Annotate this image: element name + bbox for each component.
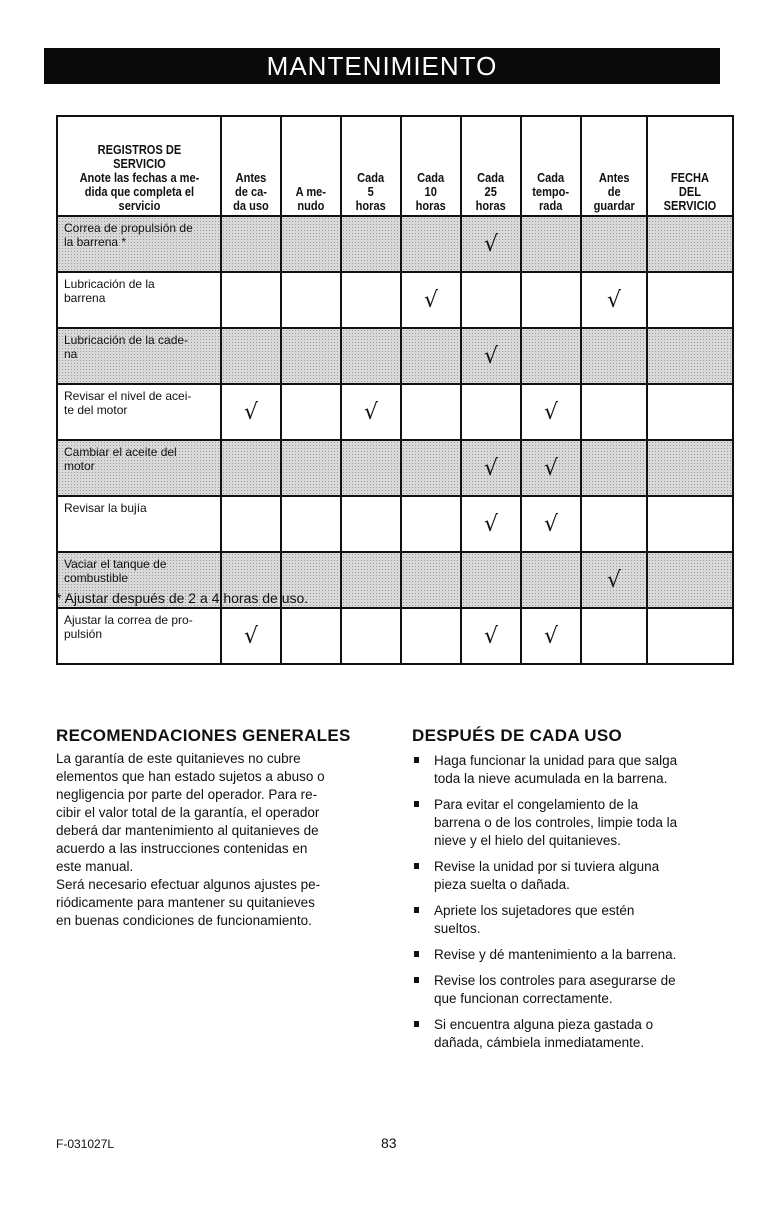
empty-cell [461,384,521,440]
empty-cell [221,496,281,552]
empty-cell [401,384,461,440]
empty-cell [401,440,461,496]
column-header: A me- nudo [281,116,341,216]
empty-cell [341,608,401,664]
check-mark-cell: √ [581,552,647,608]
bullet-icon [414,977,419,983]
empty-cell [647,272,733,328]
check-mark-cell: √ [341,384,401,440]
empty-cell [221,216,281,272]
empty-cell [401,552,461,608]
table-row [57,272,733,328]
empty-cell [461,552,521,608]
section-banner: MANTENIMIENTO [44,48,720,84]
recomendaciones-body [56,750,376,930]
empty-cell [581,496,647,552]
check-mark-cell: √ [521,608,581,664]
column-header: Cada 25 horas [461,116,521,216]
empty-cell [341,440,401,496]
empty-cell [401,328,461,384]
empty-cell [281,608,341,664]
list-item: Para evitar el congelamiento de la barrena o de los controles, limpie toda la nieve y el hielo del quitanieves. [412,796,732,850]
empty-cell [401,608,461,664]
list-item: Haga funcionar la unidad para que salga toda la nieve acumulada en la barrena. [412,752,732,788]
check-mark-cell: √ [461,440,521,496]
empty-cell [401,216,461,272]
table-header-row [57,116,733,216]
empty-cell [341,216,401,272]
empty-cell [341,272,401,328]
check-mark-cell: √ [581,272,647,328]
list-item: Si encuentra alguna pieza gastada o dañada, cámbiela inmediatamente. [412,1016,732,1052]
empty-cell [341,328,401,384]
empty-cell [281,440,341,496]
empty-cell [221,328,281,384]
empty-cell [647,328,733,384]
list-item: Revise los controles para asegurarse de que funcionan correctamente. [412,972,732,1008]
column-header: Cada 5 horas [341,116,401,216]
bullet-icon [414,801,419,807]
table-row [57,328,733,384]
task-cell: Ajustar la correa de pro- pulsión [57,608,221,664]
empty-cell [581,440,647,496]
empty-cell [341,496,401,552]
table-row [57,384,733,440]
task-cell: Revisar la bujía [57,496,221,552]
task-cell: Correa de propulsión de la barrena * [57,216,221,272]
column-header: FECHA DEL SERVICIO [647,116,733,216]
check-mark-cell: √ [221,608,281,664]
recomendaciones-paragraph: Será necesario efectuar algunos ajustes pe- riódicamente para mantener su quitanieves en buenas condiciones de funcionamiento. [56,877,321,928]
column-header: Antes de guardar [581,116,647,216]
header-registros: REGISTROS DE SERVICIO Anote las fechas a me- dida que completa el servicio [57,116,221,216]
check-mark-cell: √ [521,384,581,440]
empty-cell [281,216,341,272]
bullet-icon [414,907,419,913]
table-row [57,496,733,552]
empty-cell [581,608,647,664]
empty-cell [281,496,341,552]
empty-cell [581,216,647,272]
empty-cell [521,272,581,328]
task-cell: Lubricación de la barrena [57,272,221,328]
despues-list [412,752,732,1060]
empty-cell [647,552,733,608]
recomendaciones-heading: RECOMENDACIONES GENERALES [56,726,351,745]
bullet-icon [414,757,419,763]
empty-cell [647,608,733,664]
task-cell: Lubricación de la cade- na [57,328,221,384]
table-row [57,216,733,272]
check-mark-cell: √ [461,496,521,552]
page-number: 83 [381,1135,397,1151]
column-header: Cada tempo- rada [521,116,581,216]
recomendaciones-paragraph: La garantía de este quitanieves no cubre elementos que han estado sujetos a abuso o negligencia por parte del operador. Para re- cibir el valor total de la garantía, el operador deberá dar mantenimiento al quitanieves de acuerdo a las instrucciones contenidas en este manual. [56,751,325,874]
list-item: Revise y dé mantenimiento a la barrena. [412,946,732,964]
table-row [57,608,733,664]
bullet-icon [414,1021,419,1027]
empty-cell [647,440,733,496]
empty-cell [521,216,581,272]
list-item: Revise la unidad por si tuviera alguna pieza suelta o dañada. [412,858,732,894]
check-mark-cell: √ [461,328,521,384]
check-mark-cell: √ [461,608,521,664]
list-item: Apriete los sujetadores que estén sueltos. [412,902,732,938]
document-code: F-031027L [56,1137,115,1151]
empty-cell [647,384,733,440]
empty-cell [221,440,281,496]
check-mark-cell: √ [221,384,281,440]
maintenance-table [56,115,734,665]
bullet-icon [414,951,419,957]
empty-cell [581,384,647,440]
empty-cell [281,384,341,440]
empty-cell [647,216,733,272]
check-mark-cell: √ [521,440,581,496]
table-row [57,440,733,496]
bullet-icon [414,863,419,869]
check-mark-cell: √ [521,496,581,552]
empty-cell [341,552,401,608]
despues-heading: DESPUÉS DE CADA USO [412,726,623,745]
empty-cell [581,328,647,384]
empty-cell [521,328,581,384]
column-header: Cada 10 horas [401,116,461,216]
task-cell: Vaciar el tanque de combustible [57,552,221,608]
empty-cell [401,496,461,552]
task-cell: Revisar el nivel de acei- te del motor [57,384,221,440]
empty-cell [281,272,341,328]
footnote: * Ajustar después de 2 a 4 horas de uso. [56,590,309,606]
empty-cell [461,272,521,328]
empty-cell [281,328,341,384]
check-mark-cell: √ [401,272,461,328]
check-mark-cell: √ [461,216,521,272]
empty-cell [521,552,581,608]
task-cell: Cambiar el aceite del motor [57,440,221,496]
column-header: Antes de ca- da uso [221,116,281,216]
empty-cell [221,272,281,328]
empty-cell [647,496,733,552]
